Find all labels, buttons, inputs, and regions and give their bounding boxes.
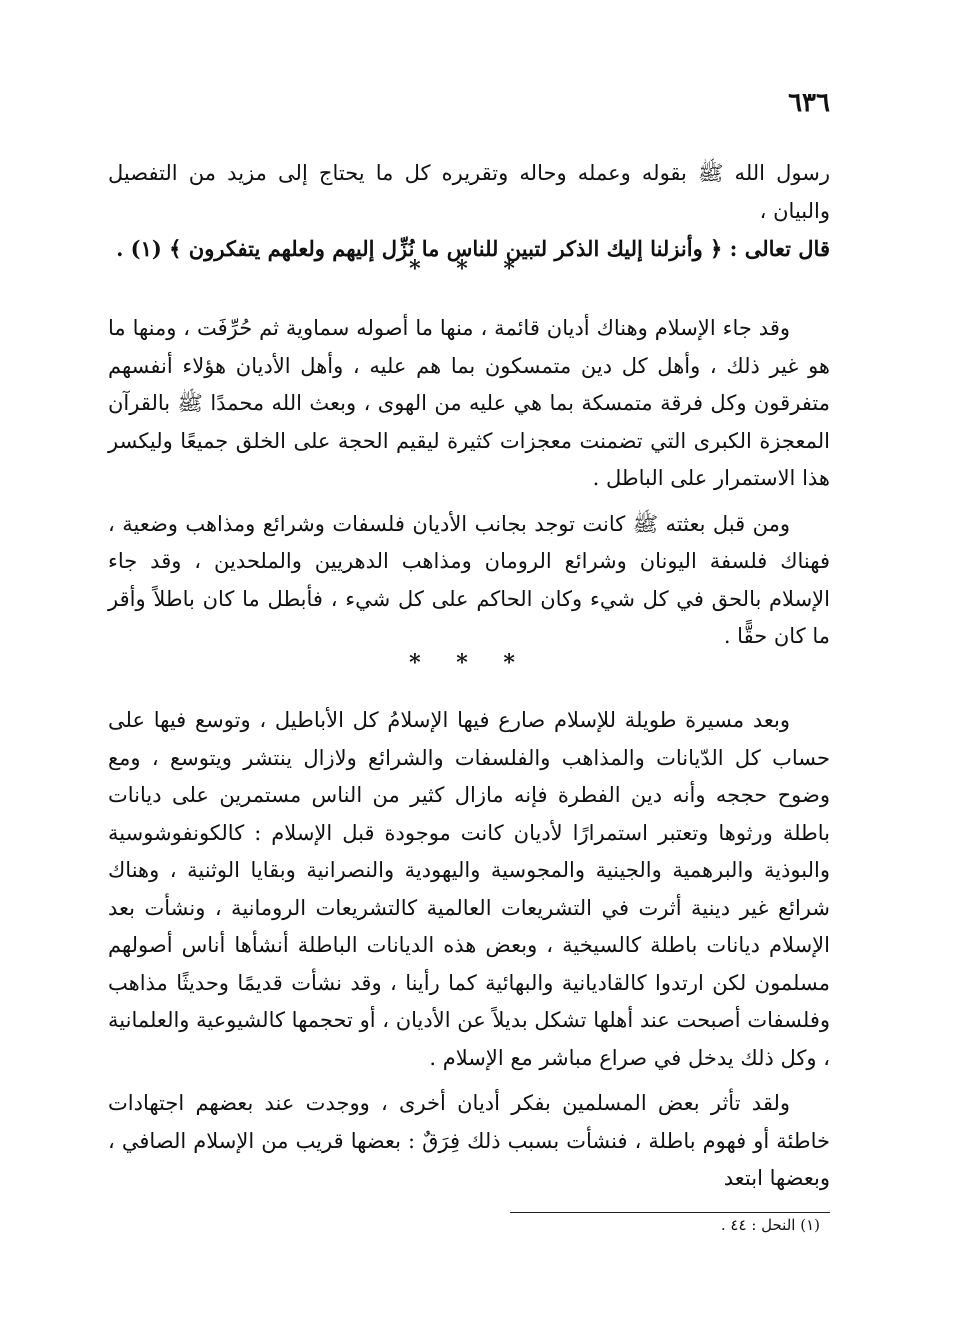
section-separator: * * *	[409, 256, 529, 282]
paragraph: وقد جاء الإسلام وهناك أديان قائمة ، منها ما أصوله سماوية ثم حُرِّفَت ، ومنها ما هو غير ذلك ، وأهل كل دين متمسكون بما هم عليه ، وأهل الأديان هؤلاء أنفسهم متفرقون وكل فرقة متمسكة بما هي عليه من الهوى ، وبعث الله محمدًا ﷺ بالقرآن المعجزة الكبرى التي تضمنت معجزات كثيرة ليقيم الحجة على الخلق جميعًا وليكسر هذا الاستمرار على الباطل .	[108, 316, 830, 490]
paragraph: ولقد تأثر بعض المسلمين بفكر أديان أخرى ، ووجدت عند بعضهم اجتهادات خاطئة أو فهوم باطلة ، فنشأت بسبب ذلك فِرَقٌ : بعضها قريب من الإسلام الصافي ، وبعضها ابتعد	[108, 1091, 830, 1190]
text-line: رسول الله ﷺ بقوله وعمله وحاله وتقريره كل ما يحتاج إلى مزيد من التفصيل والبيان ،	[108, 161, 831, 223]
quran-verse-line: قال تعالى : ﴿ وأنزلنا إليك الذكر لتبين للناس ما نُزِّل إليهم ولعلهم يتفكرون ﴾ (١) .	[116, 236, 830, 261]
paragraph: وبعد مسيرة طويلة للإسلام صارع فيها الإسلامُ كل الأباطيل ، وتوسع فيها على حساب كل الدّيانات والمذاهب والفلسفات والشرائع ولازال ينتشر ويتوسع ، ومع وضوح حججه وأنه دين الفطرة فإنه مازال كثير من الناس مستمرين على ديانات باطلة ورثوها وتعتبر استمرارًا لأديان كانت موجودة قبل الإسلام : كالكونفوشوسية والبوذية والبرهمية والجينية والمجوسية واليهودية والنصرانية وبقايا الوثنية ، وهناك شرائع غير دينية أثرت في التشريعات العالمية كالتشريعات الرومانية ، ونشأت بعد الإسلام ديانات باطلة كالسيخية ، وبعض هذه الديانات الباطلة أنشأها أناس أصولهم مسلمون لكن ارتدوا كالقاديانية والبهائية كما رأينا ، وقد نشأت قديمًا وحديثًا مذاهب وفلسفات أصبحت عند أهلها تشكل بديلاً عن الأديان ، أو تحجمها كالشيوعية والعلمانية ، وكل ذلك يدخل في صراع مباشر مع الإسلام .	[108, 708, 830, 1070]
footnote: (١) النحل : ٤٤ .	[720, 1216, 820, 1234]
paragraph: ومن قبل بعثته ﷺ كانت توجد بجانب الأديان فلسفات وشرائع ومذاهب وضعية ، فهناك فلسفة اليونان وشرائع الرومان ومذاهب الدهريين والملحدين ، وقد جاء الإسلام بالحق في كل شيء وكان الحاكم على كل شيء ، فأبطل ما كان باطلاً وأقر ما كان حقًّا .	[108, 511, 830, 648]
footnote-divider	[510, 1212, 830, 1213]
text-block-2	[108, 310, 830, 656]
section-separator: * * *	[409, 650, 529, 676]
page-number: ٦٣٦	[788, 88, 830, 118]
text-block-3	[108, 702, 830, 1198]
text-block-1	[108, 155, 830, 268]
